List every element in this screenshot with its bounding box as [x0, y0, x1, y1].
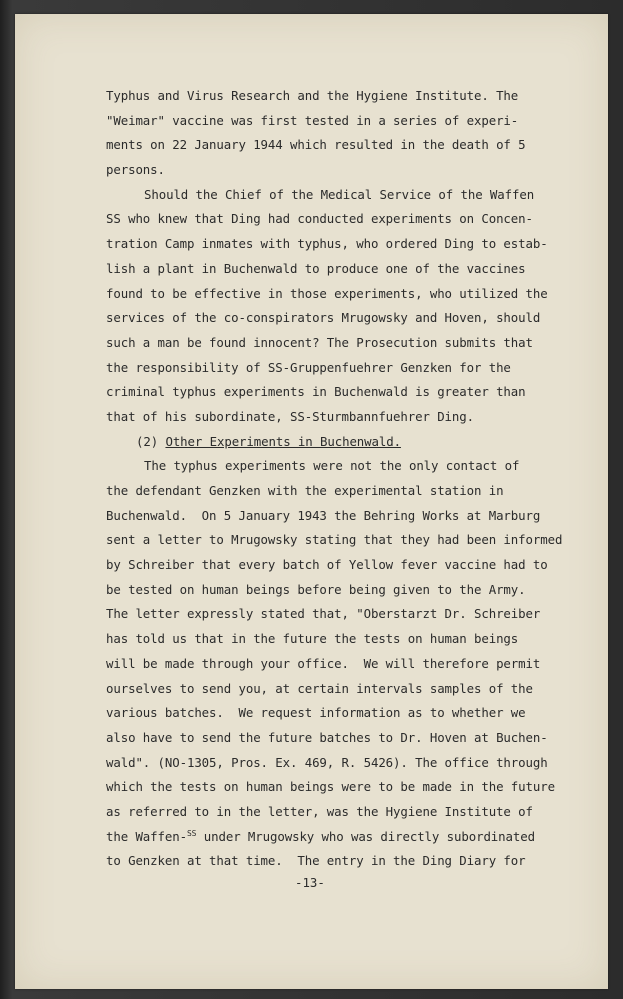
document-body	[106, 84, 576, 874]
text-line: The typhus experiments were not the only contact of	[144, 458, 520, 474]
text-line: Typhus and Virus Research and the Hygiene Institute. The	[106, 88, 519, 103]
text-line: will be made through your office. We will therefore permit	[106, 655, 541, 671]
text-fragment: the Waffen-	[106, 828, 187, 844]
text-line: has told us that in the future the tests on human beings	[106, 631, 519, 647]
text-line: criminal typhus experiments in Buchenwald is greater than	[106, 384, 526, 400]
text-line: services of the co-conspirators Mrugowsky and Hoven, should	[106, 310, 541, 326]
text-line: be tested on human beings before being given to the Army.	[106, 581, 526, 597]
section-number: (2)	[136, 433, 166, 449]
text-line: that of his subordinate, SS-Sturmbannfuehrer Ding.	[106, 408, 474, 424]
text-line: Buchenwald. On 5 January 1943 the Behring Works at Marburg	[106, 507, 541, 523]
text-line: Should the Chief of the Medical Service of the Waffen	[144, 186, 535, 202]
text-line: as referred to in the letter, was the Hygiene Institute of	[106, 803, 533, 819]
text-line	[106, 825, 576, 850]
text-line: also have to send the future batches to Dr. Hoven at Buchen-	[106, 729, 548, 745]
text-line: such a man be found innocent? The Prosecution submits that	[106, 334, 533, 350]
text-line: various batches. We request information as to whether we	[106, 705, 526, 721]
text-line: ments on 22 January 1944 which resulted in the death of 5	[106, 137, 526, 153]
section-title: Other Experiments in Buchenwald.	[165, 433, 401, 449]
text-line: sent a letter to Mrugowsky stating that they had been informed	[106, 532, 563, 548]
text-line: which the tests on human beings were to be made in the future	[106, 779, 555, 795]
superscript-ss: SS	[186, 828, 197, 838]
text-line: The letter expressly stated that, "Oberstarzt Dr. Schreiber	[106, 606, 541, 622]
text-line: by Schreiber that every batch of Yellow fever vaccine had to	[106, 557, 548, 573]
text-line: the defendant Genzken with the experimental station in	[106, 483, 504, 498]
text-line: the responsibility of SS-Gruppenfuehrer Genzken for the	[106, 359, 511, 375]
section-heading	[106, 430, 576, 455]
text-line: found to be effective in those experiments, who utilized the	[106, 285, 548, 301]
text-line: persons.	[106, 162, 165, 178]
text-line: "Weimar" vaccine was first tested in a series of experi-	[106, 112, 519, 128]
text-line: wald". (NO-1305, Pros. Ex. 469, R. 5426). The office through	[106, 754, 548, 770]
text-line: lish a plant in Buchenwald to produce one of the vaccines	[106, 260, 526, 276]
text-line: ourselves to send you, at certain intervals samples of the	[106, 680, 533, 696]
text-line: to Genzken at that time. The entry in the Ding Diary for	[106, 853, 526, 869]
text-line: tration Camp inmates with typhus, who ordered Ding to estab-	[106, 236, 548, 252]
text-line: SS who knew that Ding had conducted experiments on Concen-	[106, 211, 533, 227]
page-number: -13-	[295, 875, 325, 890]
text-fragment: under Mrugowsky who was directly subordinated	[196, 828, 535, 844]
